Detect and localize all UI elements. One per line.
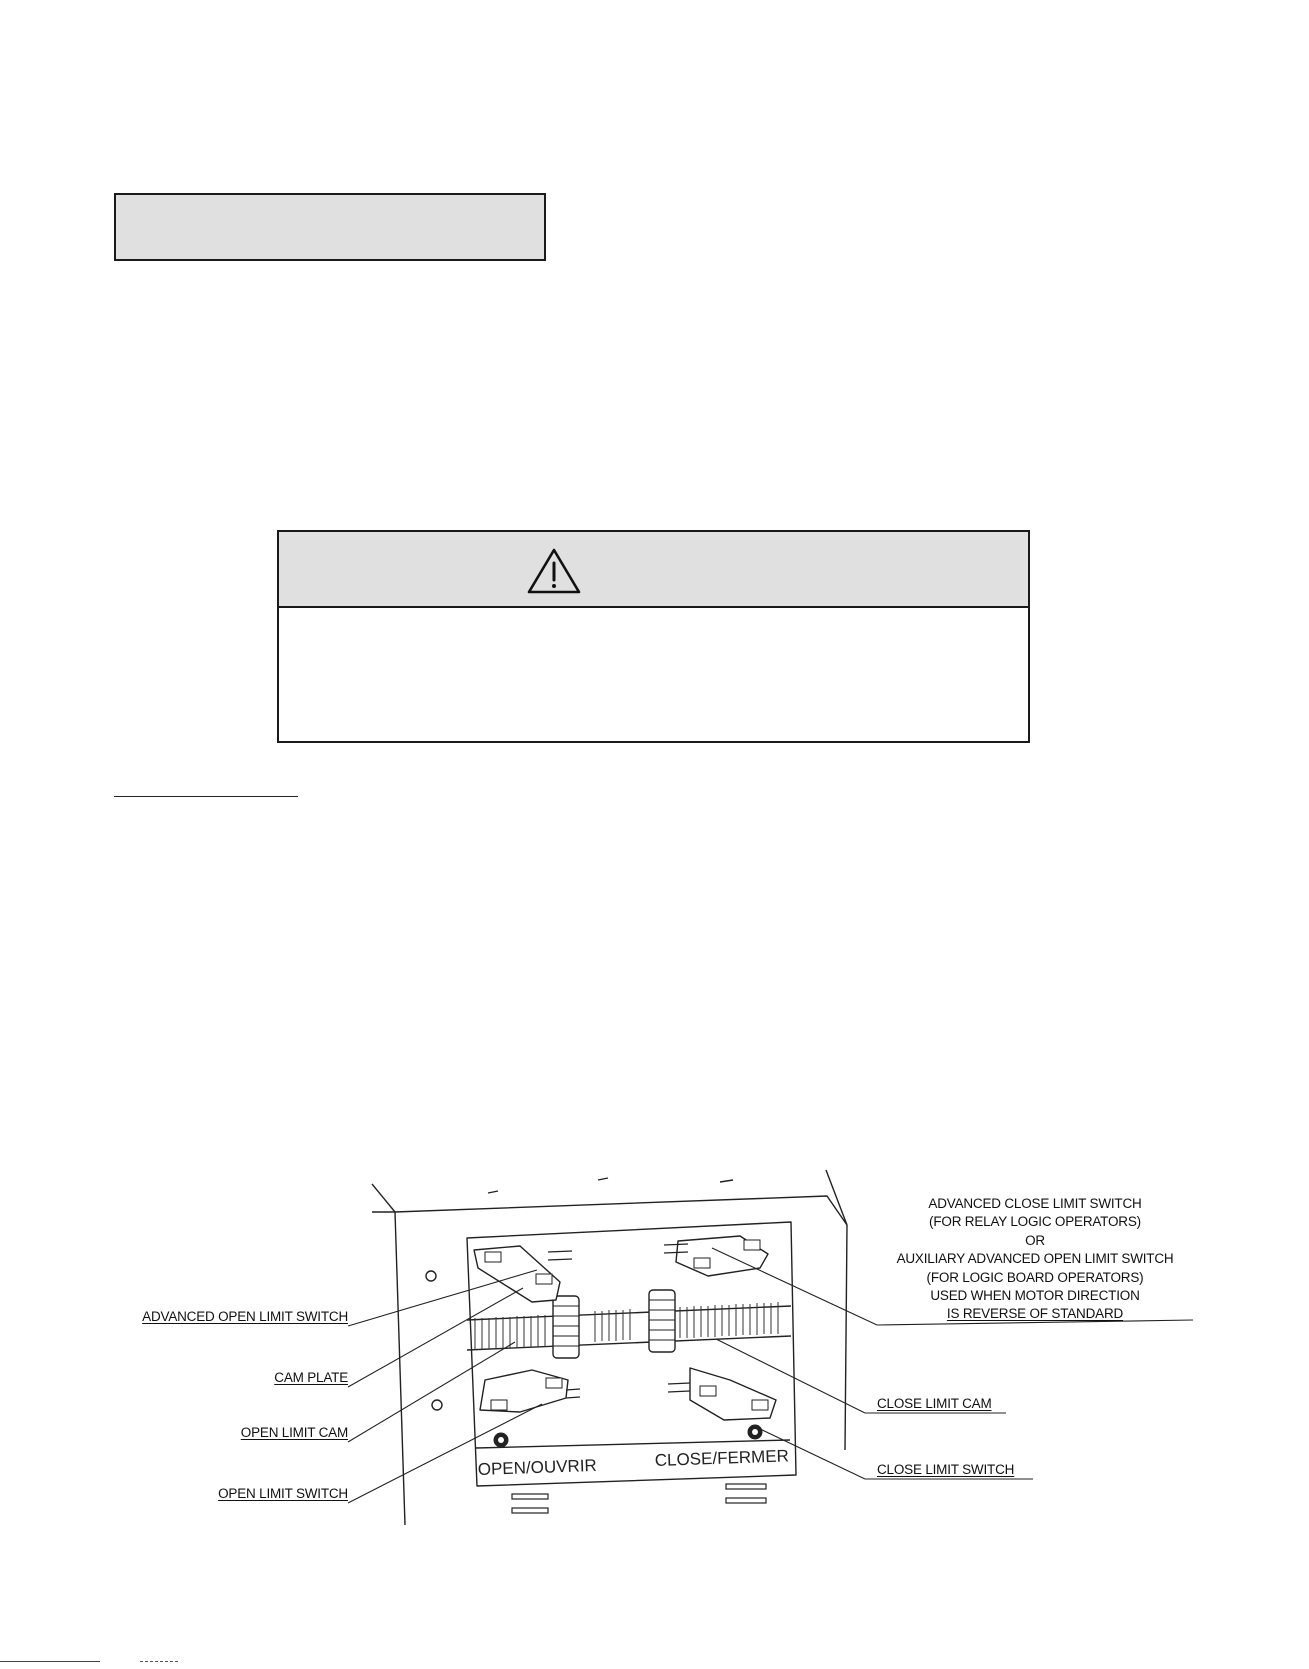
label-cam-plate: CAM PLATE	[274, 1370, 348, 1385]
label-open-limit-switch: OPEN LIMIT SWITCH	[218, 1486, 348, 1501]
adv-line-1: ADVANCED CLOSE LIMIT SWITCH	[928, 1196, 1142, 1211]
adv-line-3: OR	[1025, 1232, 1045, 1248]
label-advanced-close-limit-switch	[870, 1195, 1200, 1324]
plate-close-text: CLOSE/FERMER	[654, 1446, 790, 1470]
footer-rule-dashed	[140, 1661, 178, 1662]
footer-rule	[0, 1661, 100, 1662]
adv-line-4: AUXILIARY ADVANCED OPEN LIMIT SWITCH	[896, 1251, 1174, 1267]
label-close-limit-cam: CLOSE LIMIT CAM	[877, 1396, 992, 1411]
label-close-limit-switch: CLOSE LIMIT SWITCH	[877, 1462, 1015, 1477]
adv-line-2: (FOR RELAY LOGIC OPERATORS)	[929, 1214, 1141, 1230]
adv-line-5: (FOR LOGIC BOARD OPERATORS)	[926, 1269, 1144, 1285]
label-advanced-open-limit-switch: ADVANCED OPEN LIMIT SWITCH	[142, 1309, 348, 1324]
plate-open-text: OPEN/OUVRIR	[477, 1455, 598, 1479]
adv-line-6: USED WHEN MOTOR DIRECTION	[930, 1288, 1140, 1304]
label-open-limit-cam: OPEN LIMIT CAM	[240, 1425, 348, 1440]
adv-line-7: IS REVERSE OF STANDARD	[946, 1306, 1124, 1322]
